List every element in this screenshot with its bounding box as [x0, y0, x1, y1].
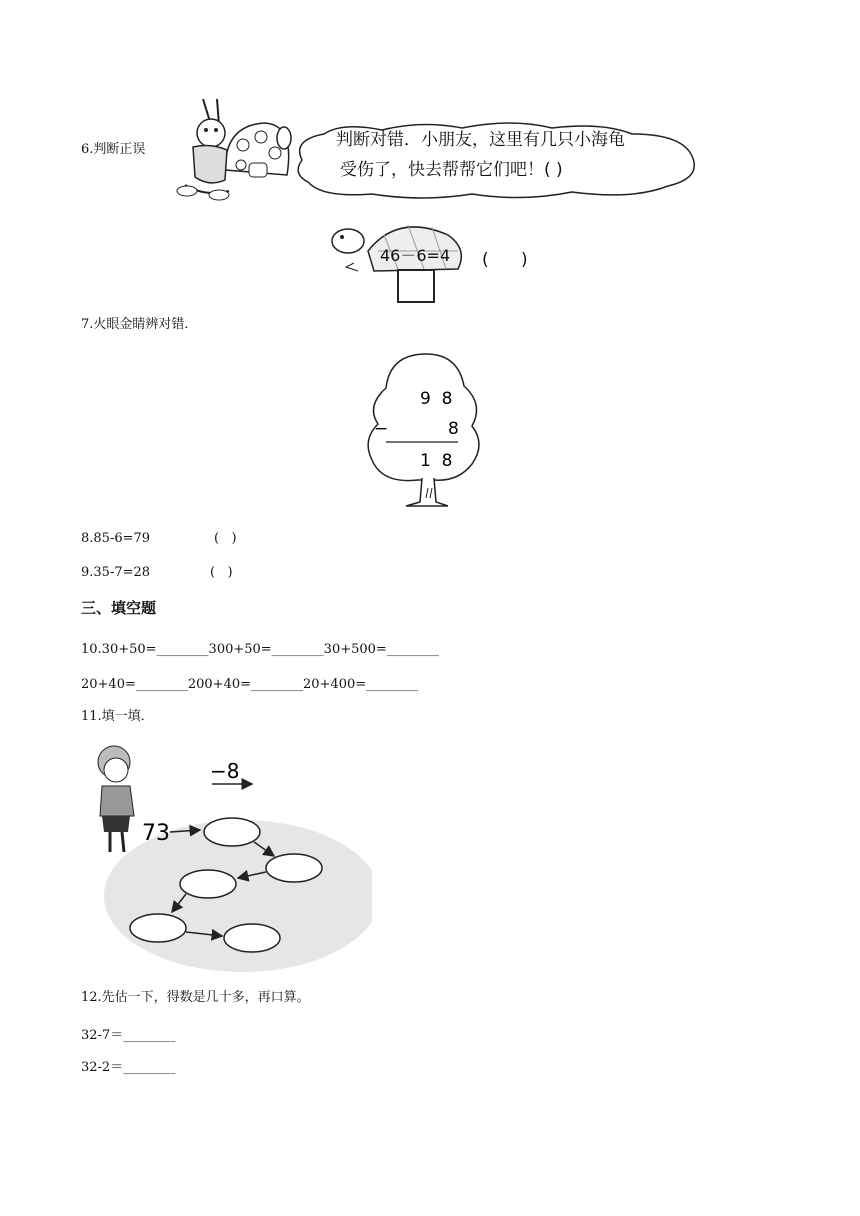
- speech-bubble-line-2: 受伤了，快去帮帮它们吧！( ): [340, 160, 563, 180]
- chain-oval-5[interactable]: [224, 924, 280, 952]
- q9-text: 9.35-7=28: [81, 565, 151, 580]
- chain-oval-2[interactable]: [266, 854, 322, 882]
- number-chain-illustration: [82, 740, 372, 976]
- q12-line-2[interactable]: 32-2＝________: [81, 1060, 176, 1075]
- chain-oval-4[interactable]: [130, 914, 186, 942]
- q10-line-1[interactable]: 10.30+50=________300+50=________30+500=________: [81, 642, 439, 657]
- speech-bubble-line-1: 判断对错．小朋友，这里有几只小海龟: [336, 130, 625, 150]
- q7-label: 7.火眼金睛辨对错．: [81, 317, 198, 332]
- start-number: 73: [142, 821, 170, 846]
- tree-result: 1 8: [420, 451, 453, 471]
- q8-text: 8.85-6=79: [81, 531, 151, 546]
- turtle-expression: 46－6=4: [380, 246, 451, 265]
- turtle-illustration: [328, 215, 468, 305]
- tree-minus-sign: −: [374, 419, 389, 439]
- q10-line-2[interactable]: 20+40=________200+40=________20+400=________: [81, 677, 419, 692]
- q6-label: 6.判断正误: [81, 142, 146, 157]
- section-3-heading: 三、填空题: [81, 599, 157, 617]
- q12-line-1[interactable]: 32-7＝________: [81, 1028, 176, 1043]
- q8-answer-paren[interactable]: ( ): [214, 531, 237, 546]
- chain-oval-1[interactable]: [204, 818, 260, 846]
- q9-answer-paren[interactable]: ( ): [210, 565, 233, 580]
- chain-oval-3[interactable]: [180, 870, 236, 898]
- q12-label: 12.先估一下，得数是几十多，再口算。: [81, 990, 310, 1005]
- q6-answer-paren[interactable]: ( ): [482, 250, 528, 270]
- tree-minuend: 9 8: [420, 389, 453, 409]
- q11-label: 11.填一填．: [81, 709, 154, 724]
- tree-subtrahend: 8: [448, 419, 459, 439]
- answer-box[interactable]: [398, 270, 434, 302]
- tree-subtraction-illustration: [360, 348, 490, 510]
- step-label: −8: [210, 759, 240, 783]
